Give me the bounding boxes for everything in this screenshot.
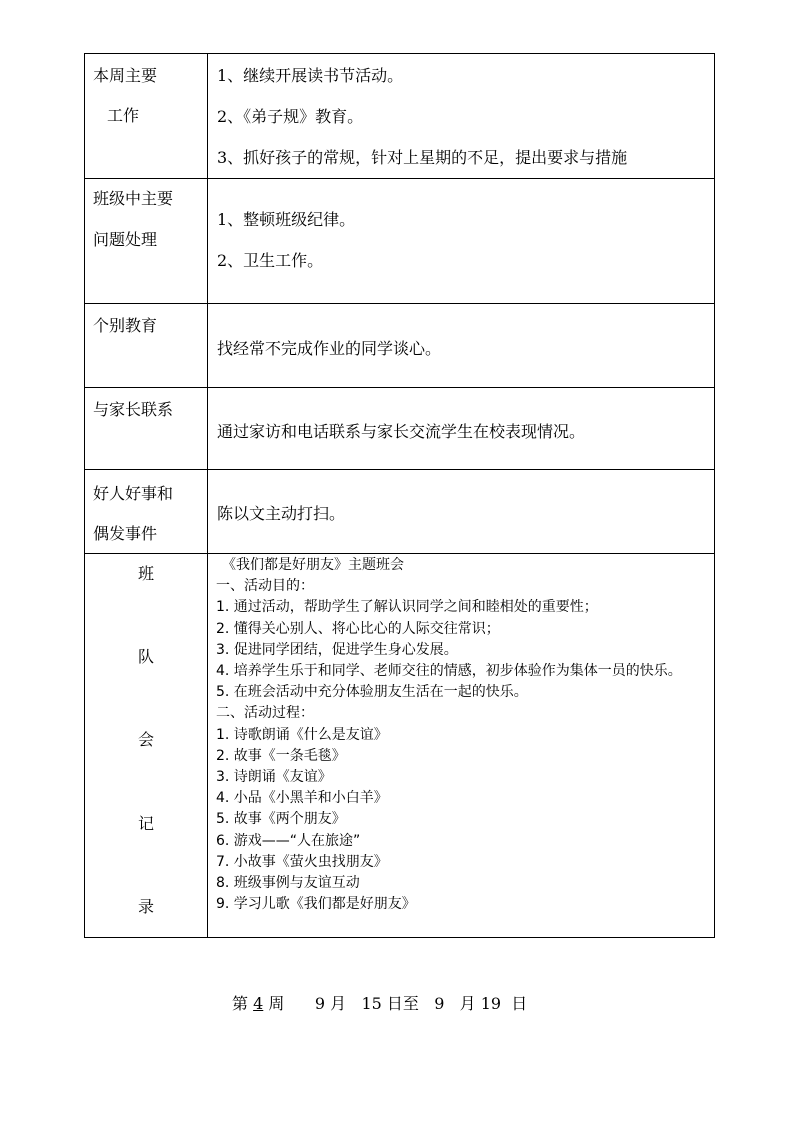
content-cell-main-work — [208, 54, 715, 179]
footer-day-char: 日 — [511, 994, 528, 1013]
meeting-purpose-heading: 一、活动目的： — [216, 578, 314, 595]
meeting-title: 《我们都是好朋友》主题班会 — [222, 557, 404, 573]
work-item: 1、继续开展读书节活动。 — [217, 66, 404, 85]
label-main-work-line2: 工作 — [107, 106, 140, 125]
footer-week-suffix: 周 — [263, 994, 285, 1013]
meeting-purpose-item: 3. 促进同学团结，促进学生身心发展。 — [216, 641, 458, 658]
meeting-process-item: 7. 小故事《萤火虫找朋友》 — [216, 853, 388, 870]
label-class-meeting-char: 记 — [138, 814, 155, 833]
footer-prefix: 第 — [232, 994, 254, 1013]
row-good-deeds — [85, 470, 715, 554]
meeting-process-item: 3. 诗朗诵《友谊》 — [216, 769, 332, 786]
label-main-work-line1: 本周主要 — [93, 66, 158, 85]
meeting-process-item: 5. 故事《两个朋友》 — [216, 811, 346, 828]
footer-week-number: 4 — [253, 994, 264, 1013]
meeting-process-item: 1. 诗歌朗诵《什么是友谊》 — [216, 726, 388, 743]
content-cell-good-deeds — [208, 470, 715, 554]
footer-from-month: 9 — [314, 994, 326, 1013]
week-date-footer — [232, 991, 527, 1014]
label-cell-class-meeting — [85, 554, 208, 938]
good-deeds-text: 陈以文主动打扫。 — [217, 504, 346, 523]
footer-day-to: 日至 — [386, 994, 419, 1013]
meeting-process-item: 9. 学习儿歌《我们都是好朋友》 — [216, 896, 416, 913]
work-item: 2、《弟子规》教育。 — [217, 107, 364, 126]
footer-to-day: 19 — [480, 994, 502, 1013]
row-individual-education — [85, 304, 715, 388]
content-cell-individual-education — [208, 304, 715, 388]
label-class-meeting-char: 班 — [138, 564, 155, 583]
issue-item: 2、卫生工作。 — [217, 251, 324, 270]
label-individual-education: 个别教育 — [93, 316, 158, 335]
label-cell-good-deeds — [85, 470, 208, 554]
meeting-purpose-item: 2. 懂得关心别人、将心比心的人际交往常识； — [216, 620, 500, 637]
label-cell-main-work — [85, 54, 208, 179]
meeting-purpose-item: 5. 在班会活动中充分体验朋友生活在一起的快乐。 — [216, 684, 528, 701]
label-class-issues-line2: 问题处理 — [93, 230, 158, 249]
meeting-process-item: 4. 小品《小黑羊和小白羊》 — [216, 790, 388, 807]
meeting-process-item: 2. 故事《一条毛毯》 — [216, 747, 346, 764]
parent-contact-text: 通过家访和电话联系与家长交流学生在校表现情况。 — [217, 422, 586, 441]
label-class-meeting-char: 会 — [138, 730, 155, 749]
meeting-process-item: 8. 班级事例与友谊互动 — [216, 875, 360, 892]
individual-education-text: 找经常不完成作业的同学谈心。 — [217, 339, 442, 358]
content-cell-parent-contact — [208, 388, 715, 470]
label-parent-contact: 与家长联系 — [93, 400, 174, 419]
label-cell-individual-education — [85, 304, 208, 388]
meeting-process-heading: 二、活动过程： — [216, 705, 314, 722]
label-class-meeting-char: 队 — [138, 647, 155, 666]
label-cell-parent-contact — [85, 388, 208, 470]
row-class-meeting — [85, 554, 715, 938]
row-parent-contact — [85, 388, 715, 470]
label-good-deeds-line2: 偶发事件 — [93, 524, 158, 543]
meeting-purpose-item: 4. 培养学生乐于和同学、老师交往的情感，初步体验作为集体一员的快乐。 — [216, 663, 682, 680]
label-cell-class-issues — [85, 179, 208, 304]
footer-to-month: 9 — [434, 994, 445, 1013]
label-good-deeds-line1: 好人好事和 — [93, 484, 174, 503]
work-item: 3、抓好孩子的常规，针对上星期的不足，提出要求与措施 — [217, 148, 628, 167]
footer-month-char: 月 — [330, 994, 347, 1013]
weekly-record-table — [84, 53, 715, 938]
content-cell-class-issues — [208, 179, 715, 304]
label-class-issues-line1: 班级中主要 — [93, 189, 174, 208]
issue-item: 1、整顿班级纪律。 — [217, 210, 356, 229]
row-class-issues — [85, 179, 715, 304]
label-class-meeting-char: 录 — [138, 897, 155, 916]
content-cell-class-meeting — [208, 554, 715, 938]
footer-from-day: 15 — [361, 994, 382, 1013]
footer-month-char: 月 — [459, 994, 476, 1013]
row-main-work — [85, 54, 715, 179]
meeting-process-item: 6. 游戏——“人在旅途” — [216, 832, 361, 849]
meeting-purpose-item: 1. 通过活动，帮助学生了解认识同学之间和睦相处的重要性； — [216, 599, 598, 616]
